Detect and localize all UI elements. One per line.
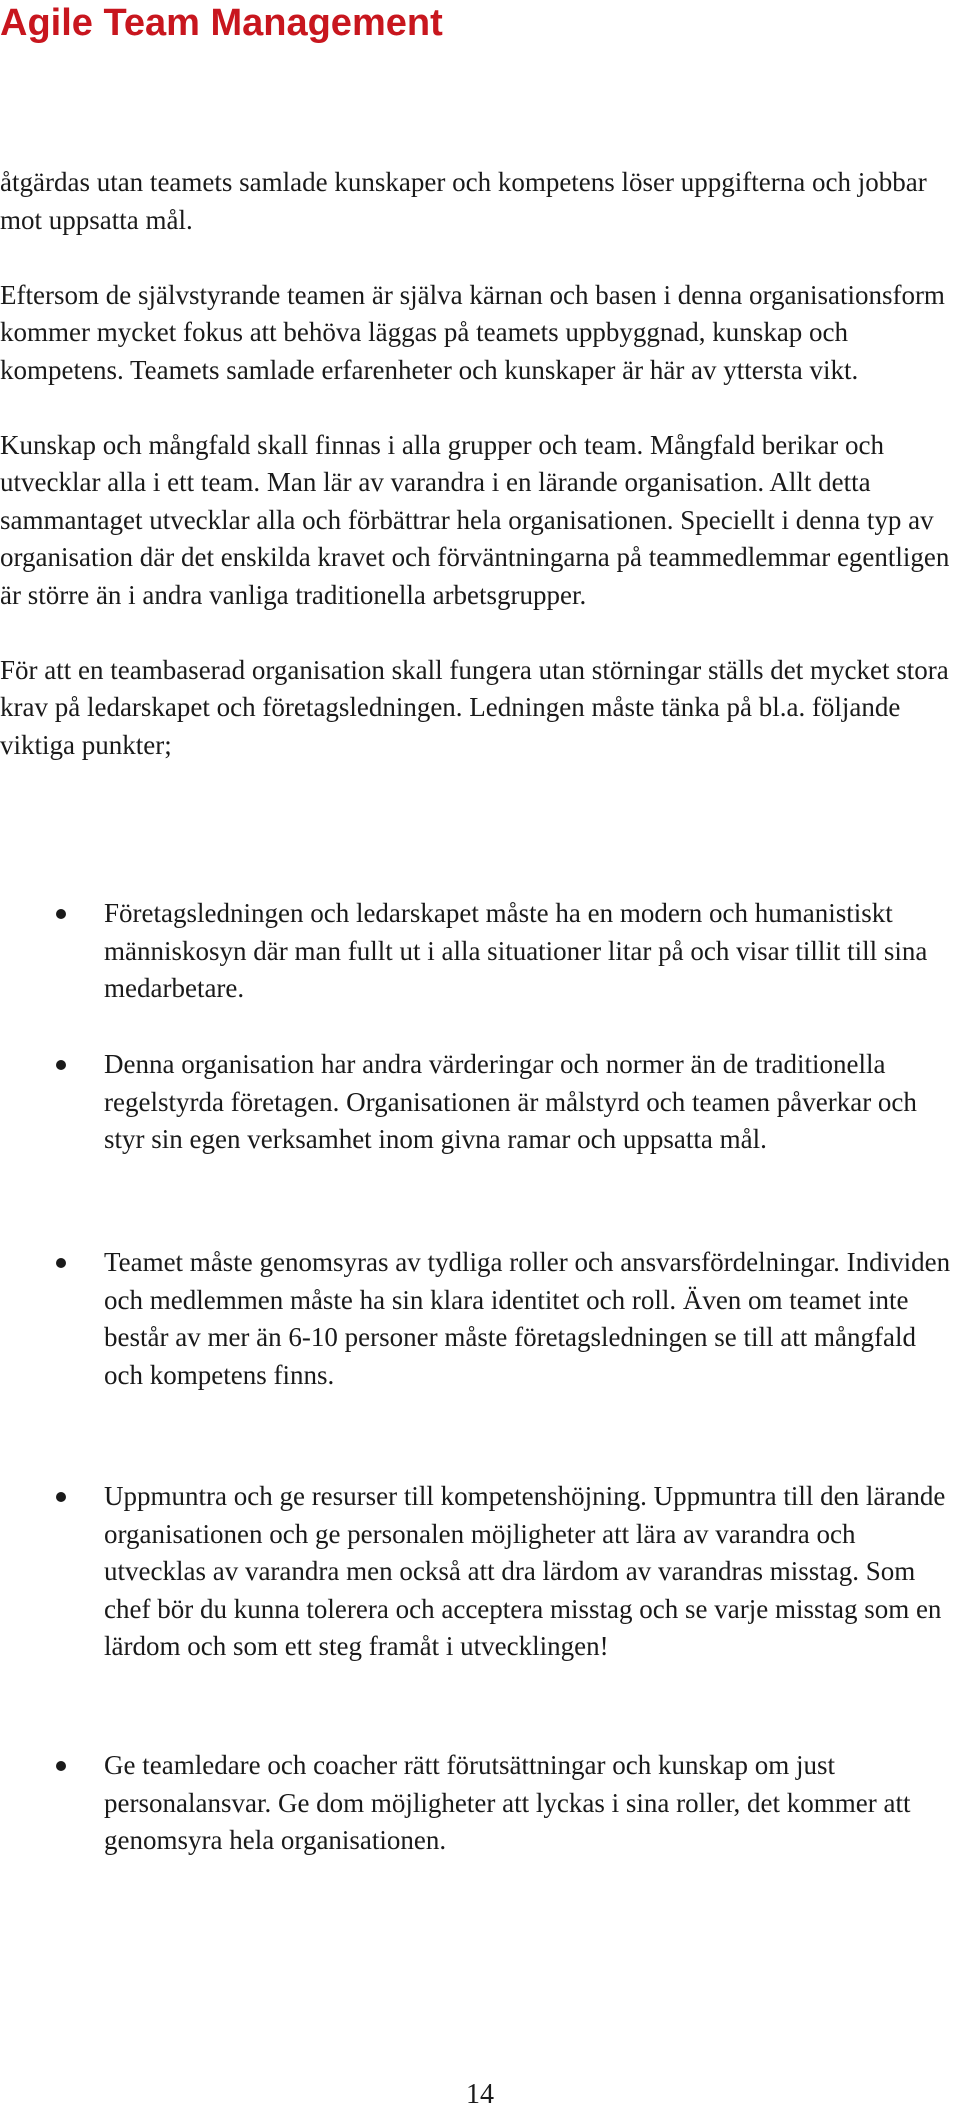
paragraph: Kunskap och mångfald skall finnas i alla grupper och team. Mångfald berikar och utvecklar alla i ett team. Man lär av varandra i en lärande organisation. Allt detta sammantaget utvecklar alla och förbättrar hela organisationen. Speciellt i denna typ av organisation där det enskilda kravet och förväntningarna på teammedlemmar egentligen är större än i andra vanliga traditionella arbetsgrupper.	[0, 429, 950, 610]
document-header-title: Agile Team Management	[0, 2, 443, 44]
bullet-dot-icon	[56, 1492, 66, 1502]
paragraph: Eftersom de självstyrande teamen är själva kärnan och basen i denna organisationsform kommer mycket fokus att behöva läggas på teamets uppbyggnad, kunskap och kompetens. Teamets samlade erfarenheter och kunskaper är här av yttersta vikt.	[0, 279, 945, 385]
bullet-text: Uppmuntra och ge resurser till kompetenshöjning. Uppmuntra till den lärande organisationen och ge personalen möjligheter att lära av varandra och utvecklas av varandra men också att dra lärdom av varandras misstag. Som chef bör du kunna tolerera och acceptera misstag och se varje misstag som en lärdom och som ett steg framåt i utvecklingen!	[104, 1481, 946, 1661]
body-text	[0, 164, 958, 802]
bullet-dot-icon	[56, 1761, 66, 1771]
bullet-text: Företagsledningen och ledarskapet måste ha en modern och humanistiskt människosyn där man fullt ut i alla situationer litar på och visar tillit till sina medarbetare.	[104, 898, 928, 1003]
bullet-dot-icon	[56, 909, 66, 919]
bullet-text: Teamet måste genomsyras av tydliga roller och ansvarsfördelningar. Individen och medlemmen måste ha sin klara identitet och roll. Även om teamet inte består av mer än 6-10 personer måste företagsledningen se till att mångfald och kompetens finns.	[104, 1247, 951, 1390]
bullet-text: Denna organisation har andra värderingar och normer än de traditionella regelstyrda företagen. Organisationen är målstyrd och teamen påverkar och styr sin egen verksamhet inom givna ramar och uppsatta mål.	[104, 1049, 917, 1154]
page-number: 14	[466, 2079, 494, 2110]
paragraph: För att en teambaserad organisation skall fungera utan störningar ställs det mycket stora krav på ledarskapet och företagsledningen. Ledningen måste tänka på bl.a. följande viktiga punkter;	[0, 654, 949, 760]
bullet-dot-icon	[56, 1258, 66, 1268]
bullet-text: Ge teamledare och coacher rätt förutsättningar och kunskap om just personalansvar. Ge dom möjligheter att lyckas i sina roller, det kommer att genomsyra hela organisationen.	[104, 1750, 911, 1855]
bullet-dot-icon	[56, 1060, 66, 1070]
paragraph: åtgärdas utan teamets samlade kunskaper och kompetens löser uppgifterna och jobbar mot uppsatta mål.	[0, 167, 927, 235]
